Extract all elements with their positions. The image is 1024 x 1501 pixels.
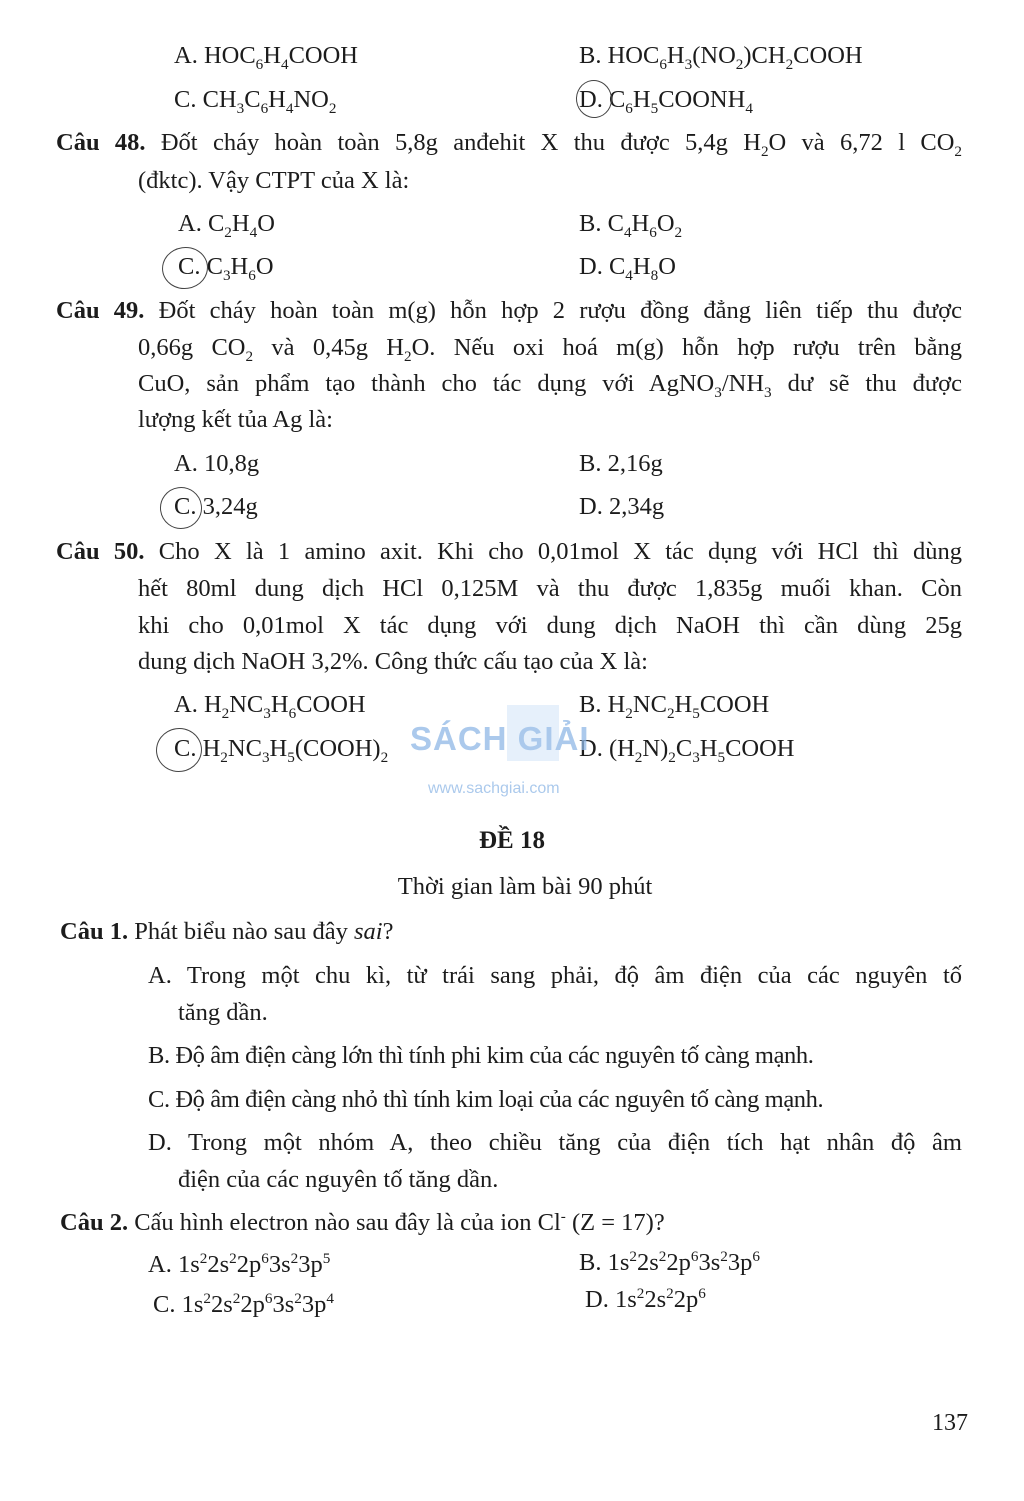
q50-stem-line2: hết 80ml dung dịch HCl 0,125M và thu được 1,835g muối khan. Còn bbox=[138, 575, 962, 602]
q48-option-c: C. $C_3H_6O$ bbox=[178, 253, 274, 284]
q50-stem-line3: khi cho 0,01mol X tác dụng với dung dịch NaOH thì cần dùng 25g bbox=[138, 612, 962, 639]
s1-option-a-line1: A. Trong một chu kì, từ trái sang phải, độ âm điện của các nguyên tố bbox=[148, 962, 962, 989]
q49-option-b: B. 2,16g bbox=[579, 450, 663, 477]
q50-option-a: A. $H_2NC_3H_6COOH$ bbox=[174, 691, 366, 722]
s1-label: Câu 1. bbox=[60, 918, 129, 945]
q49-stem-line4: lượng kết tủa Ag là: bbox=[138, 406, 333, 433]
q47-option-a: A. $HOC_6H_4COOH$ bbox=[174, 42, 358, 73]
q47-option-d: D. $C_6H_5COONH_4$ bbox=[579, 86, 753, 117]
watermark-url: www.sachgiai.com bbox=[428, 780, 560, 797]
q49-label: Câu 49. bbox=[56, 297, 145, 324]
s1-option-c: C. Độ âm điện càng nhỏ thì tính kim loại của các nguyên tố càng mạnh. bbox=[148, 1086, 824, 1113]
watermark-logo: SÁCH GIẢI bbox=[410, 720, 590, 757]
answer-circle-mark bbox=[153, 725, 205, 775]
q49-option-a: A. 10,8g bbox=[174, 450, 260, 477]
s1-option-d-line2: điện của các nguyên tố tăng dần. bbox=[178, 1166, 499, 1193]
q49-stem-line3: CuO, sản phẩm tạo thành cho tác dụng với $AgNO_3/NH_3$ dư sẽ thu được bbox=[138, 370, 962, 401]
q50-option-b: B. $H_2NC_2H_5COOH$ bbox=[579, 691, 770, 722]
q47-option-b: B. $HOC_6H_3(NO_2)CH_2COOH$ bbox=[579, 42, 863, 73]
q48-stem-line1: Câu 48. Đốt cháy hoàn toàn 5,8g anđehit X thu được 5,4g $H_2O$ và 6,72 l $CO_2$ bbox=[56, 129, 962, 160]
s2-option-d: D. $1s^22s^22p^6$ bbox=[585, 1284, 706, 1313]
answer-circle-mark bbox=[159, 244, 210, 292]
q49-stem-line2: 0,66g $CO_2$ và 0,45g $H_2O$. Nếu oxi hoá m(g) hỗn hợp rượu trên bằng bbox=[138, 334, 962, 365]
q50-option-c: C. $H_2NC_3H_5(COOH)_2$ bbox=[174, 735, 389, 766]
s1-option-b: B. Độ âm điện càng lớn thì tính phi kim của các nguyên tố càng mạnh. bbox=[148, 1042, 814, 1069]
s2-option-c: C. $1s^22s^22p^63s^23p^4$ bbox=[153, 1289, 334, 1318]
q48-stem-line2: (đktc). Vậy CTPT của X là: bbox=[138, 167, 410, 194]
s2-option-a: A. $1s^22s^22p^63s^23p^5$ bbox=[148, 1249, 331, 1278]
q48-label: Câu 48. bbox=[56, 129, 146, 156]
s2-label: Câu 2. bbox=[60, 1209, 129, 1236]
page-number: 137 bbox=[932, 1410, 968, 1436]
answer-circle-mark bbox=[574, 78, 615, 121]
q50-stem-line1: Câu 50. Cho X là 1 amino axit. Khi cho 0,01mol X tác dụng với HCl thì dùng bbox=[56, 538, 962, 565]
q48-option-d: D. $C_4H_8O$ bbox=[579, 253, 676, 284]
q49-option-c: C. 3,24g bbox=[174, 493, 258, 520]
s1-stem: Câu 1. Phát biểu nào sau đây sai? bbox=[60, 918, 394, 945]
q49-option-d: D. 2,34g bbox=[579, 493, 665, 520]
s2-option-b: B. $1s^22s^22p^63s^23p^6$ bbox=[579, 1247, 760, 1276]
watermark bbox=[404, 700, 614, 800]
s1-option-a-line2: tăng dần. bbox=[178, 999, 268, 1026]
q50-label: Câu 50. bbox=[56, 538, 145, 565]
s2-stem: Câu 2. Cấu hình electron nào sau đây là của ion Cl- (Z = 17)? bbox=[60, 1207, 665, 1236]
exam-subtitle: Thời gian làm bài 90 phút bbox=[397, 873, 653, 900]
s1-option-d-line1: D. Trong một nhóm A, theo chiều tăng của điện tích hạt nhân độ âm bbox=[148, 1129, 962, 1156]
q47-option-c: C. $CH_3C_6H_4NO_2$ bbox=[174, 86, 337, 117]
exam-title: ĐỀ 18 bbox=[479, 827, 545, 854]
q48-option-b: B. $C_4H_6O_2$ bbox=[579, 210, 683, 241]
q48-option-a: A. $C_2H_4O$ bbox=[178, 210, 275, 241]
q49-stem-line1: Câu 49. Đốt cháy hoàn toàn m(g) hỗn hợp 2 rượu đồng đẳng liên tiếp thu được bbox=[56, 297, 962, 324]
q50-option-d: D. $(H_2N)_2C_3H_5COOH$ bbox=[579, 735, 795, 766]
answer-circle-mark bbox=[157, 484, 204, 531]
q50-stem-line4: dung dịch NaOH 3,2%. Công thức cấu tạo của X là: bbox=[138, 648, 648, 675]
